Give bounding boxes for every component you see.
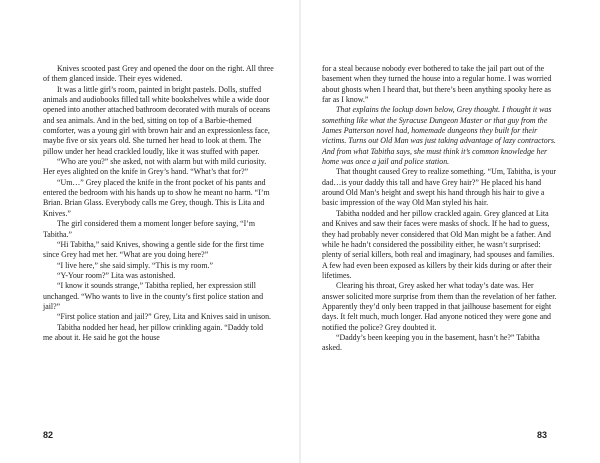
page-number-right: 83 [537,430,548,440]
paragraph: “First police station and jail?” Grey, Lita and Knives said in unison. [57,312,272,322]
paragraph: Knives scooted past Grey and opened the door on the right. All three of them glanced inside. Their eyes widened. [43,64,274,84]
paragraph: “I know it sounds strange,” Tabitha replied, her expression still unchanged. “Who wants to live in the county’s first police station and jail?” [43,281,264,311]
paragraph: That thought caused Grey to realize something. “Um, Tabitha, is your dad…is your daddy this tall and have Grey hair?” He placed his hand around Old Man’s height and swept his hand through his hair to give a basic impression of the way Old Man styled his hair. [322,167,556,208]
paragraph: Tabitha nodded and her pillow crackled again. Grey glanced at Lita and Knives and saw their faces were masks of shock. If he had to guess, they had probably never considered that Old Man might be a father. And while he hadn’t considered the possibility either, he wasn’t surprised: plenty of serial killers, both real and imaginary, had spouses and families. A few had even been exposed as killers by their kids during or after their lifetimes. [322,208,555,280]
right-page-text [322,64,557,354]
paragraph: “Y-Your room?” Lita was astonished. [57,270,176,280]
page-number-left: 82 [43,430,54,440]
paragraph: “I live here,” she said simply. “This is my room.” [57,260,213,270]
paragraph: It was a little girl’s room, painted in bright pastels. Dolls, stuffed animals and audiobooks filled tall white bookshelves while a wide door opened into another attached bathroom decorated with murals of oceans and sea animals. And in the bed, sitting on top of a Barbie-themed comforter, was a young girl with brown hair and an expressionless face, maybe five or six years old. She turned her head to look at them. The pillow under her head crackled loudly, like it was stuffed with paper. [43,84,271,156]
paragraph: “Daddy’s been keeping you in the basement, hasn’t he?” Tabitha asked. [322,332,540,353]
paragraph: “Um…” Grey placed the knife in the front pocket of his pants and entered the bedroom with his hands up to show he meant no harm. “I’m Brian. Brian Glass. Everybody calls me Grey, though. This is Lita and Knives.” [43,177,270,218]
left-page-text [43,64,274,343]
paragraph: “Hi Tabitha,” said Knives, showing a gentle side for the first time since Grey had met her. “What are you doing here?” [43,239,264,260]
paragraph: Tabitha nodded her head, her pillow crinkling again. “Daddy told me about it. He said he got the house [43,322,264,342]
paragraph: Clearing his throat, Grey asked her what today’s date was. Her answer solicited more surprise from them than the revelation of her father. Apparently they’d only been trapped in that jailhouse basement for eight days. It felt much, much longer. Had anyone noticed they were gone and notified the police? Grey doubted it. [322,281,557,332]
paragraph: “Who are you?” she asked, not with alarm but with mild curiosity. Her eyes alighted on the knife in Grey’s hand. “What’s that for?” [43,157,267,177]
paragraph: for a steal because nobody ever bothered to take the jail part out of the basement when they turned the house into a regular home. I was worried about ghosts when I heard that, but there’s been anything spooky here as far as I know.” [322,64,552,105]
paragraph-italic-thought: That explains the lockup down below, Grey thought. I thought it was something like what the Syracuse Dungeon Master or that guy from the James Patterson novel had, homemade dungeons they built for their victims. Turns out Old Man was just taking advantage of lazy contractors. And from what Tabitha says, she must think it’s common knowledge her home was once a jail and police station. [322,105,556,167]
page-gutter [299,0,301,463]
paragraph: The girl considered them a moment longer before saying, “I’m Tabitha.” [43,219,256,239]
